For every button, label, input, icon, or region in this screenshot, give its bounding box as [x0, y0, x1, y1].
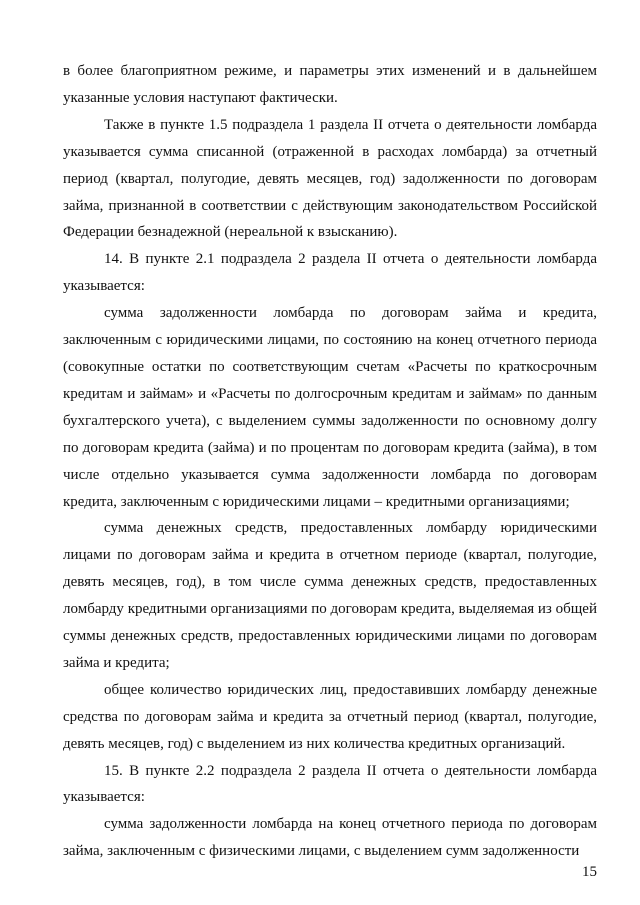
paragraph: в более благоприятном режиме, и параметры этих изменений и в дальнейшем указанные условия наступают фактически. [63, 63, 597, 106]
paragraph: Также в пункте 1.5 подраздела 1 раздела II отчета о деятельности ломбарда указывается сумма списанной (отраженной в расходах ломбарда) за отчетный период (квартал, полугодие, девять месяцев, год) задолженности по договорам займа, признанной в соответствии с действующим законодательством Российской Федерации безнадежной (нереальной к взысканию). [63, 116, 597, 241]
document-body [63, 58, 597, 865]
paragraph: 14. В пункте 2.1 подраздела 2 раздела II отчета о деятельности ломбарда указывается: [63, 251, 597, 295]
paragraph: сумма задолженности ломбарда на конец отчетного периода по договорам займа, заключенным с физическими лицами, с выделением сумм задолженности [63, 816, 597, 860]
paragraph: 15. В пункте 2.2 подраздела 2 раздела II отчета о деятельности ломбарда указывается: [63, 762, 597, 806]
paragraph: сумма денежных средств, предоставленных ломбарду юридическими лицами по договорам займа и кредита в отчетном периоде (квартал, полугодие, девять месяцев, год), в том числе сумма денежных средств, предоставленных ломбарду кредитными организациями по договорам кредита, выделяемая из общей суммы денежных средств, предоставленных юридическими лицами по договорам займа и кредита; [63, 520, 597, 671]
page-number: 15 [582, 864, 597, 880]
paragraph: общее количество юридических лиц, предоставивших ломбарду денежные средства по договорам займа и кредита за отчетный период (квартал, полугодие, девять месяцев, год) с выделением из них количества кредитных организаций. [63, 681, 597, 752]
paragraph: сумма задолженности ломбарда по договорам займа и кредита, заключенным с юридическими лицами, по состоянию на конец отчетного периода (совокупные остатки по соответствующим счетам «Расчеты по краткосрочным кредитам и займам» и «Расчеты по долгосрочным кредитам и займам» по данным бухгалтерского учета), с выделением суммы задолженности по основному долгу по договорам кредита (займа) и по процентам по договорам кредита (займа), в том числе отдельно указывается сумма задолженности ломбарда по договорам кредита, заключенным с юридическими лицами – кредитными организациями; [63, 305, 597, 510]
